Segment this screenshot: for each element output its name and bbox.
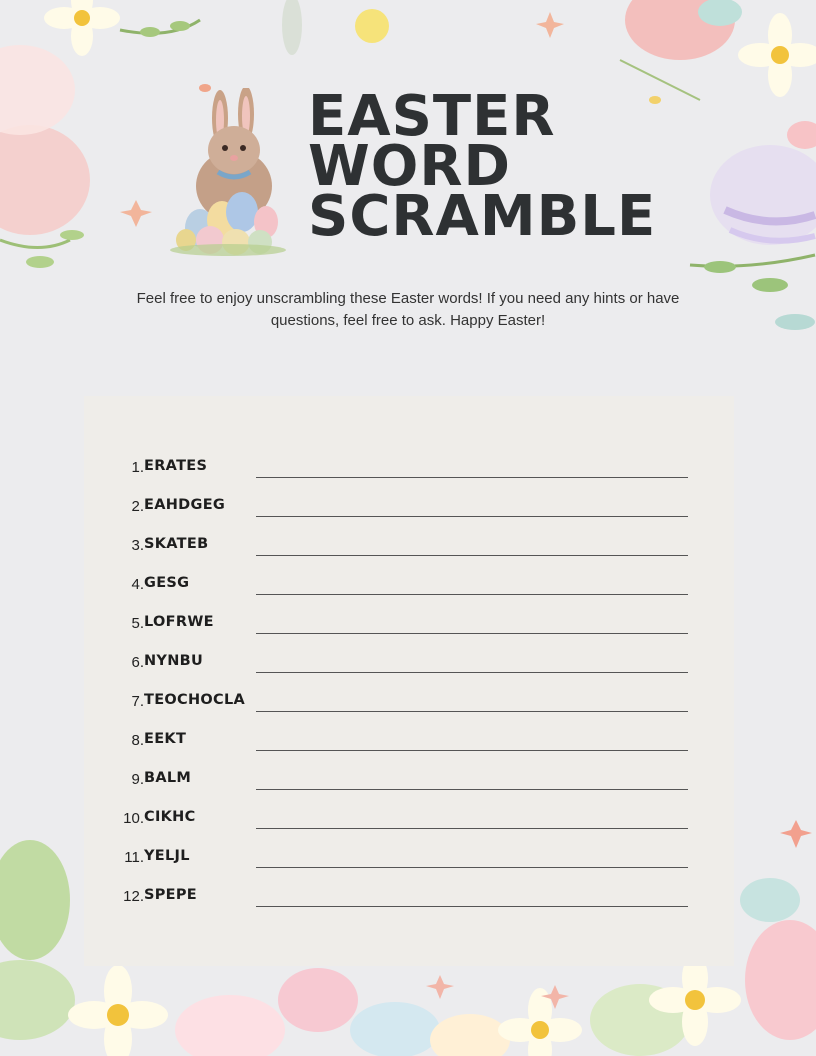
word-list-card (84, 396, 734, 966)
word-number: 6. (131, 654, 144, 671)
scrambled-word: EAHDGEG (144, 497, 226, 513)
scrambled-word: BALM (144, 770, 192, 786)
word-row (84, 885, 734, 909)
scrambled-word: EEKT (144, 731, 187, 747)
word-row (84, 807, 734, 831)
answer-line[interactable] (256, 477, 688, 478)
page-title (308, 84, 657, 249)
title-line-2: WORD (308, 134, 511, 199)
word-number: 2. (131, 498, 144, 515)
answer-line[interactable] (256, 555, 688, 556)
answer-line[interactable] (256, 789, 688, 790)
word-number: 4. (131, 576, 144, 593)
word-number: 9. (131, 771, 144, 788)
word-row (84, 456, 734, 480)
answer-line[interactable] (256, 711, 688, 712)
scrambled-word: SPEPE (144, 887, 198, 903)
word-number: 11. (124, 849, 144, 866)
title-line-1: EASTER (308, 84, 556, 149)
word-row (84, 612, 734, 636)
answer-line[interactable] (256, 867, 688, 868)
word-number: 7. (131, 693, 144, 710)
word-row (84, 495, 734, 519)
word-number: 1. (131, 459, 144, 476)
word-number: 5. (131, 615, 144, 632)
word-row (84, 846, 734, 870)
bunny-with-eggs-illustration (168, 88, 292, 256)
answer-line[interactable] (256, 594, 688, 595)
word-row (84, 651, 734, 675)
answer-line[interactable] (256, 906, 688, 907)
answer-line[interactable] (256, 672, 688, 673)
scrambled-word: ERATES (144, 458, 208, 474)
word-row (84, 690, 734, 714)
scrambled-word: YELJL (144, 848, 190, 864)
word-number: 3. (131, 537, 144, 554)
word-row (84, 768, 734, 792)
word-row (84, 534, 734, 558)
answer-line[interactable] (256, 750, 688, 751)
word-row (84, 729, 734, 753)
scrambled-word: CIKHC (144, 809, 196, 825)
word-number: 12. (123, 888, 144, 905)
scrambled-word: GESG (144, 575, 190, 591)
word-row (84, 573, 734, 597)
intro-text: Feel free to enjoy unscrambling these Easter words! If you need any hints or have questions, feel free to ask. Happy Easter! (136, 290, 680, 329)
answer-line[interactable] (256, 633, 688, 634)
title-line-3: SCRAMBLE (308, 184, 657, 249)
scrambled-word: SKATEB (144, 536, 209, 552)
scrambled-word: TEOCHOCLA (144, 692, 246, 708)
answer-line[interactable] (256, 828, 688, 829)
scrambled-word: LOFRWE (144, 614, 214, 630)
answer-line[interactable] (256, 516, 688, 517)
word-number: 8. (131, 732, 144, 749)
scrambled-word: NYNBU (144, 653, 204, 669)
word-number: 10. (123, 810, 144, 827)
